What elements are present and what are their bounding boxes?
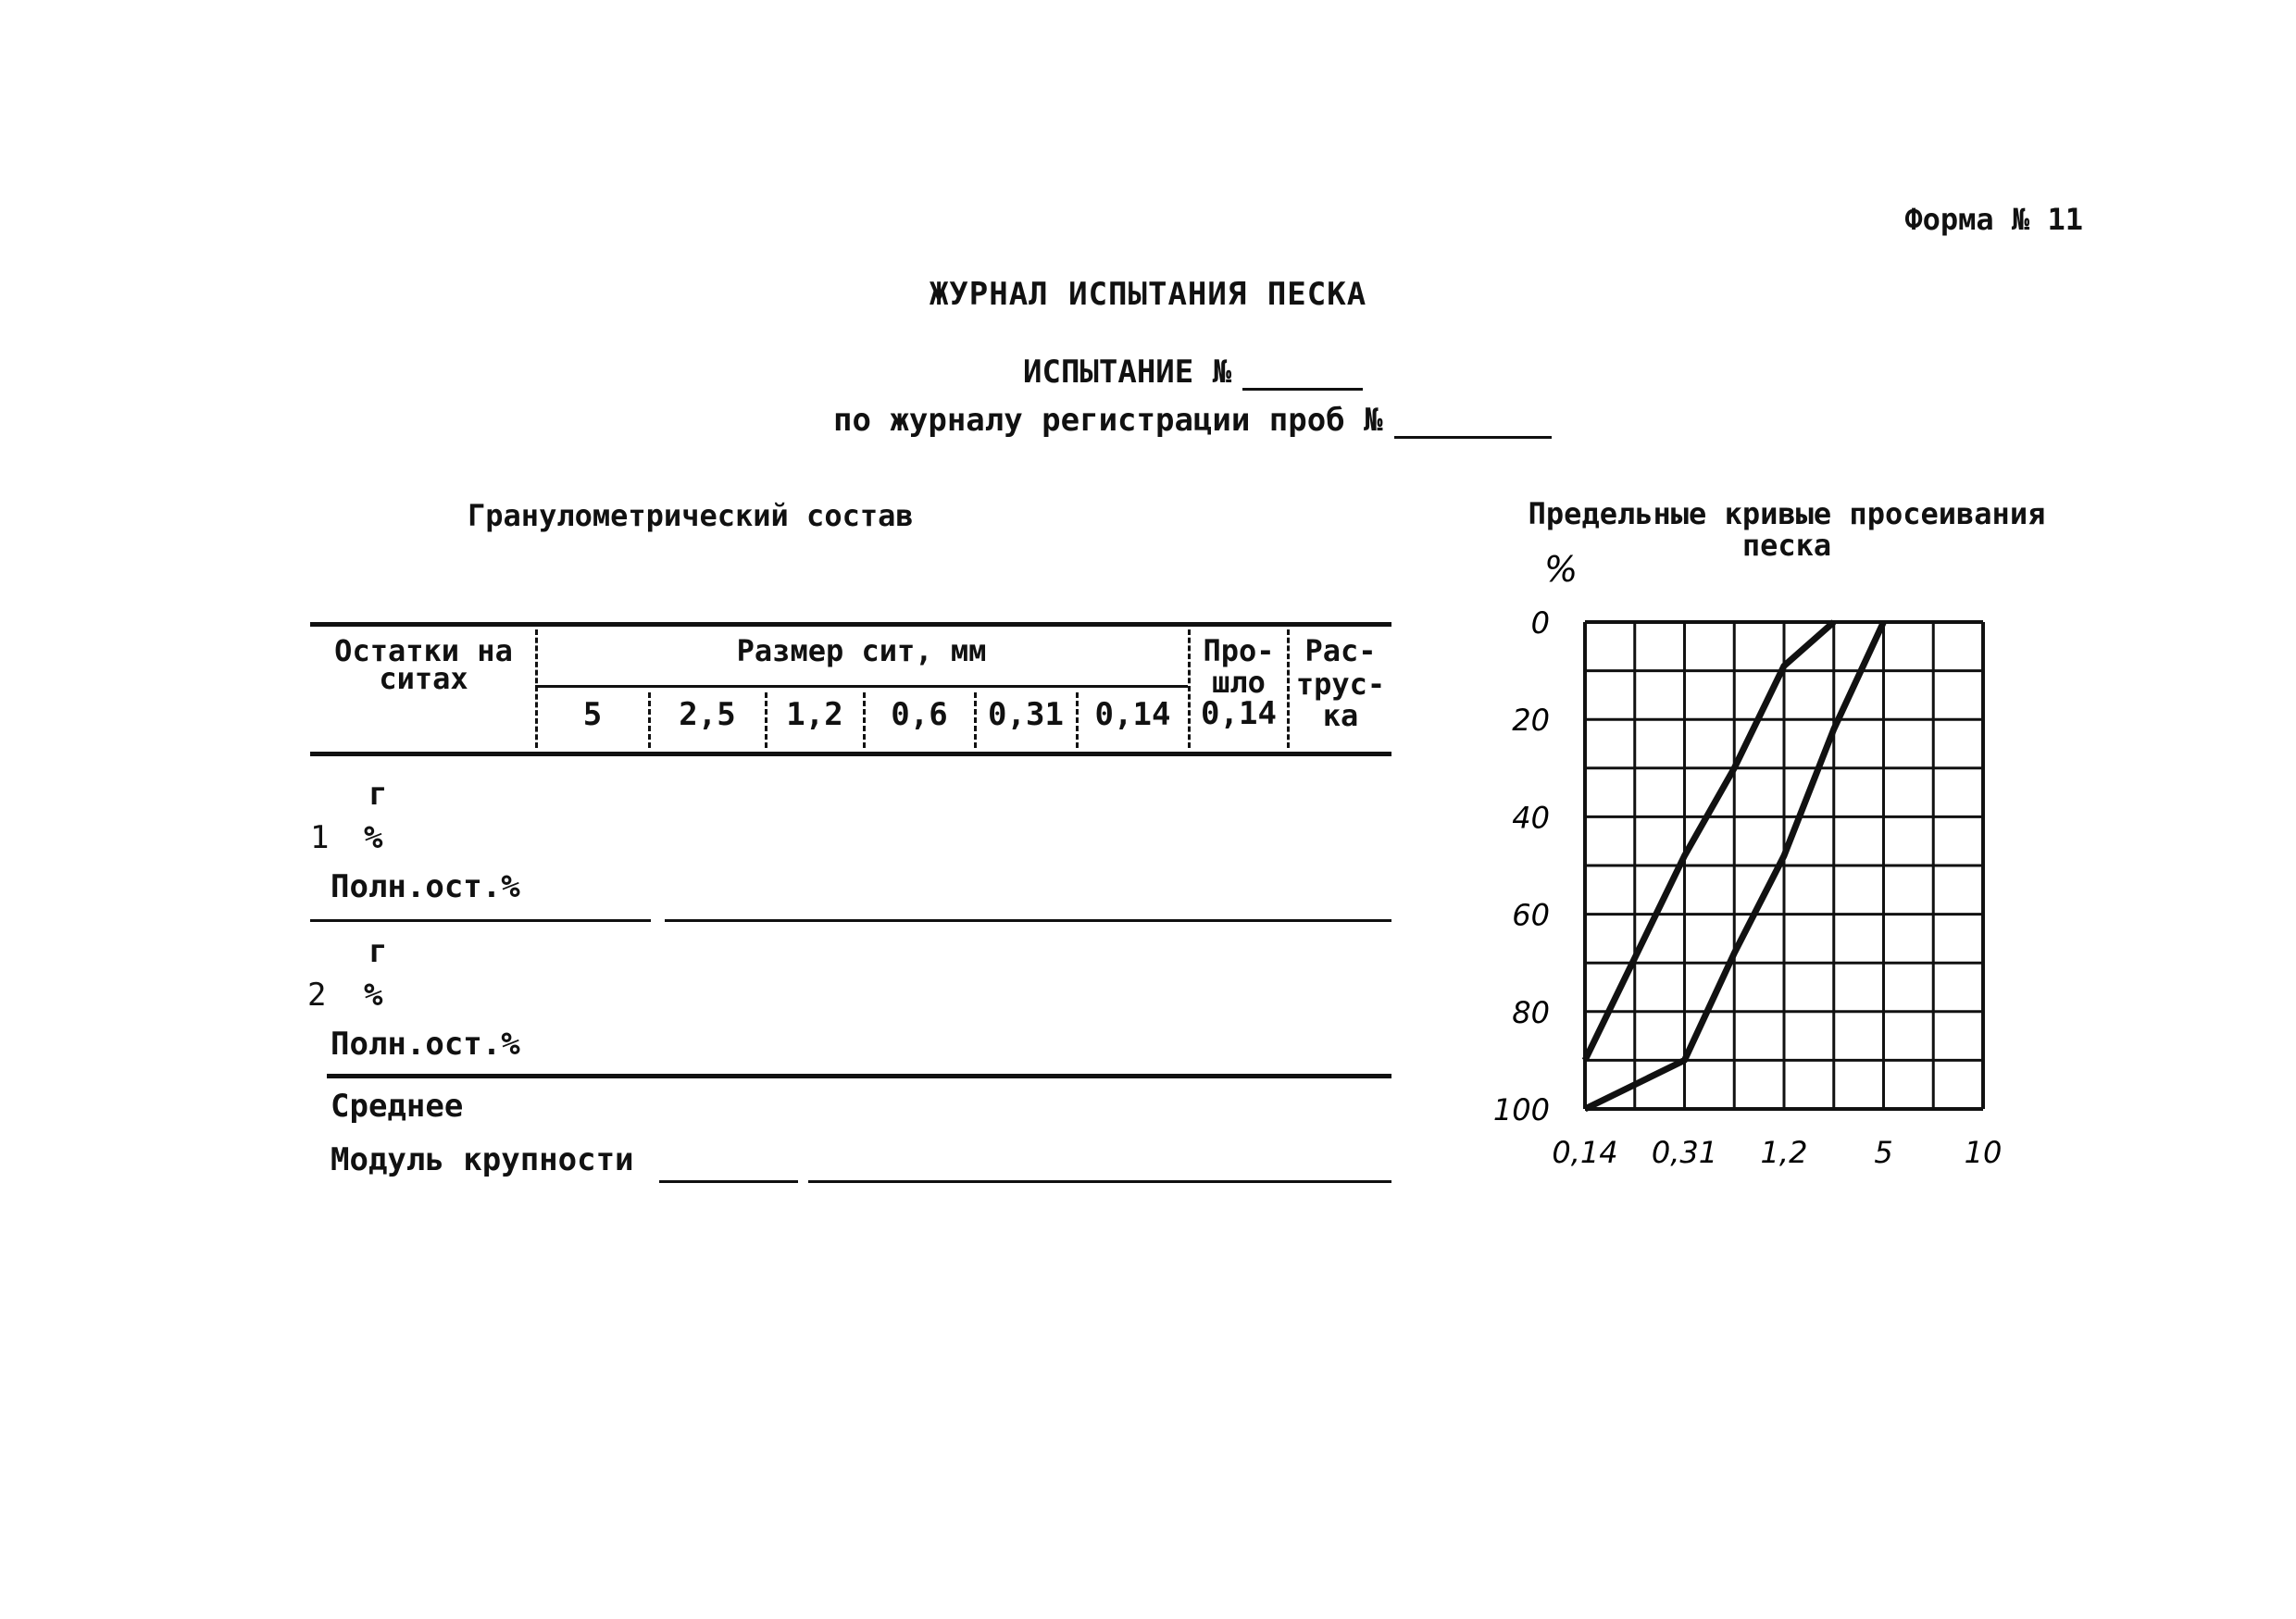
- sieve-size-cell: 1,2: [786, 696, 843, 733]
- row2-number: 2: [307, 977, 327, 1014]
- sieve-size-cell: 0,31: [988, 696, 1064, 733]
- y-tick-label: 40: [1512, 800, 1550, 836]
- sieve-size-cell: 2,5: [679, 696, 736, 733]
- sieve-size-cell: 0,14: [1094, 696, 1171, 733]
- y-axis-unit-label: %: [1544, 549, 1578, 590]
- row1-total-label: Полн.ост.%: [331, 868, 520, 905]
- fineness-modulus-label: Модуль крупности: [331, 1141, 634, 1178]
- sieve-size-cell: 5: [582, 696, 603, 733]
- registration-label: по журналу регистрации проб №: [833, 402, 1383, 439]
- row1-percent-label: %: [364, 819, 383, 856]
- y-tick-label: 60: [1512, 897, 1550, 933]
- row1-grams-label: г: [368, 776, 388, 813]
- y-tick-labels: [1493, 605, 1550, 1127]
- average-label: Среднее: [331, 1088, 464, 1125]
- granulometry-title: Гранулометрический состав: [468, 498, 914, 533]
- x-tick-label: 0,14: [1552, 1135, 1618, 1170]
- x-tick-labels: [1552, 1135, 2002, 1170]
- chart-grid: [1585, 622, 1983, 1109]
- row2-total-label: Полн.ост.%: [331, 1026, 520, 1063]
- x-tick-label: 0,31: [1651, 1135, 1718, 1170]
- col-crush-mid: трус-: [1295, 666, 1386, 702]
- col-crush-bottom: ка: [1322, 698, 1359, 733]
- col-passed-mid: шло: [1212, 665, 1266, 700]
- form-number: Форма № 11: [1904, 202, 2083, 237]
- row2-grams-label: г: [368, 933, 388, 970]
- y-tick-label: 0: [1530, 605, 1550, 641]
- col-passed-top: Про-: [1203, 633, 1275, 668]
- test-number-label: ИСПЫТАНИЕ №: [1023, 354, 1232, 391]
- journal-title: ЖУРНАЛ ИСПЫТАНИЯ ПЕСКА: [929, 276, 1367, 313]
- sieve-size-cell: 0,6: [891, 696, 948, 733]
- chart-title: Предельные кривые просеивания песка: [1528, 496, 2046, 563]
- col-crush-top: Рас-: [1304, 633, 1377, 668]
- x-tick-label: 1,2: [1760, 1135, 1808, 1170]
- col-residues-header: Остатки на ситах: [334, 633, 513, 696]
- col-passed-bottom: 0,14: [1201, 695, 1277, 732]
- x-tick-label: 5: [1874, 1135, 1893, 1170]
- series-line-1: [1585, 622, 1834, 1060]
- x-tick-label: 10: [1964, 1135, 2003, 1170]
- y-tick-label: 80: [1512, 994, 1550, 1030]
- col-sieve-size-header: Размер сит, мм: [736, 633, 987, 668]
- row1-number: 1: [310, 819, 330, 856]
- row2-percent-label: %: [364, 977, 383, 1014]
- y-tick-label: 20: [1512, 703, 1550, 739]
- y-tick-label: 100: [1492, 1092, 1550, 1127]
